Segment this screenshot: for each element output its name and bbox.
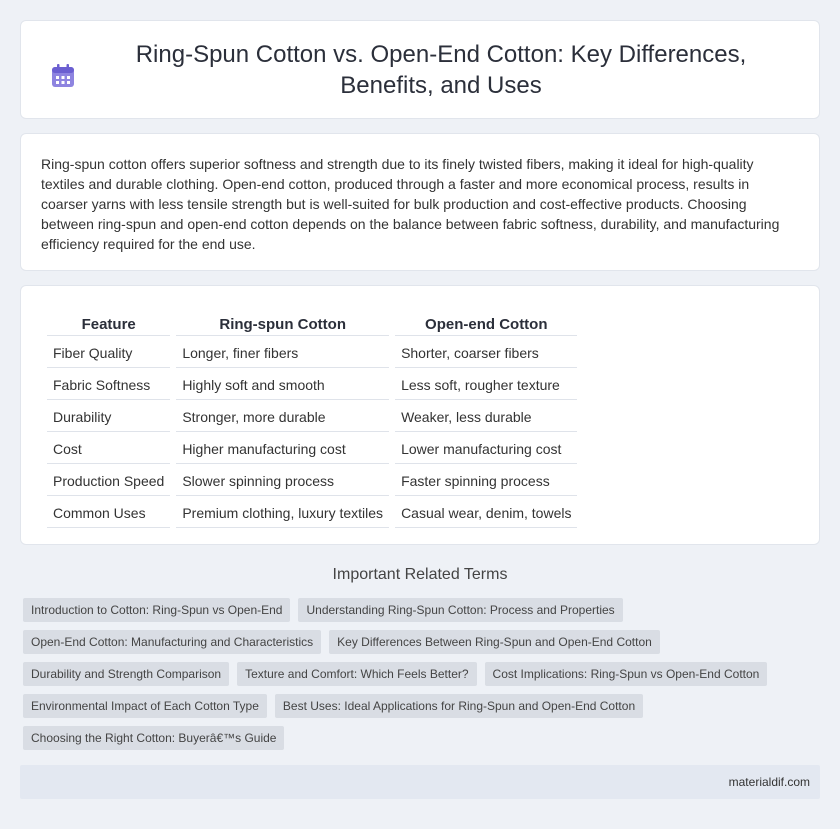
tag-row: [23, 726, 823, 750]
calendar-icon: [50, 63, 76, 89]
table-cell: Higher manufacturing cost: [176, 432, 389, 464]
table-cell: Fabric Softness: [47, 368, 170, 400]
related-term-link[interactable]: Key Differences Between Ring-Spun and Open-End Cotton: [329, 630, 660, 654]
summary-text: Ring-spun cotton offers superior softness and strength due to its finely twisted fibers, making it ideal for high-quality textiles and durable clothing. Open-end cotton, produced through a faster and more economical process, results in coarser yarns with less tensile strength but is well-suited for bulk production and cost-effective products. Choosing between ring-spun and open-end cotton depends on the balance between fabric softness, durability, and manufacturing efficiency required for the end use.: [41, 156, 780, 252]
table-row: [47, 336, 577, 368]
tag-row: [23, 662, 823, 686]
comparison-card: [20, 285, 820, 545]
table-cell: Production Speed: [47, 464, 170, 496]
header-inner: [50, 39, 790, 101]
table-cell: Highly soft and smooth: [176, 368, 389, 400]
related-term-link[interactable]: Open-End Cotton: Manufacturing and Characteristics: [23, 630, 321, 654]
table-cell: Stronger, more durable: [176, 400, 389, 432]
table-cell: Weaker, less durable: [395, 400, 577, 432]
table-cell: Durability: [47, 400, 170, 432]
table-row: [47, 496, 577, 528]
table-cell: Premium clothing, luxury textiles: [176, 496, 389, 528]
table-cell: Slower spinning process: [176, 464, 389, 496]
tag-row: [23, 598, 823, 622]
related-term-link[interactable]: Texture and Comfort: Which Feels Better?: [237, 662, 476, 686]
table-cell: Fiber Quality: [47, 336, 170, 368]
comparison-table: [41, 306, 583, 528]
related-terms-list: [23, 598, 823, 758]
header-card: [20, 20, 820, 119]
table-cell: Casual wear, denim, towels: [395, 496, 577, 528]
related-term-link[interactable]: Cost Implications: Ring-Spun vs Open-End Cotton: [485, 662, 768, 686]
related-term-link[interactable]: Choosing the Right Cotton: Buyerâ€™s Guide: [23, 726, 284, 750]
related-term-link[interactable]: Best Uses: Ideal Applications for Ring-Spun and Open-End Cotton: [275, 694, 643, 718]
related-term-link[interactable]: Durability and Strength Comparison: [23, 662, 229, 686]
table-cell: Common Uses: [47, 496, 170, 528]
site-link[interactable]: materialdif.com: [728, 775, 810, 789]
column-header: Open-end Cotton: [395, 306, 577, 336]
table-row: [47, 432, 577, 464]
table-row: [47, 464, 577, 496]
table-cell: Shorter, coarser fibers: [395, 336, 577, 368]
footer: [20, 765, 820, 799]
column-header: Feature: [47, 306, 170, 336]
related-terms-title: Important Related Terms: [332, 566, 508, 583]
table-cell: Longer, finer fibers: [176, 336, 389, 368]
table-cell: Cost: [47, 432, 170, 464]
related-term-link[interactable]: Introduction to Cotton: Ring-Spun vs Open-End: [23, 598, 290, 622]
related-term-link[interactable]: Environmental Impact of Each Cotton Type: [23, 694, 267, 718]
summary-card: [20, 133, 820, 271]
column-header: Ring-spun Cotton: [176, 306, 389, 336]
page-title: Ring-Spun Cotton vs. Open-End Cotton: Key Differences, Benefits, and Uses: [135, 40, 747, 99]
table-cell: Lower manufacturing cost: [395, 432, 577, 464]
tag-row: [23, 630, 823, 654]
table-row: [47, 400, 577, 432]
table-cell: Faster spinning process: [395, 464, 577, 496]
table-row: [47, 368, 577, 400]
related-term-link[interactable]: Understanding Ring-Spun Cotton: Process and Properties: [298, 598, 622, 622]
table-cell: Less soft, rougher texture: [395, 368, 577, 400]
tag-row: [23, 694, 823, 718]
table-header-row: [47, 306, 577, 336]
